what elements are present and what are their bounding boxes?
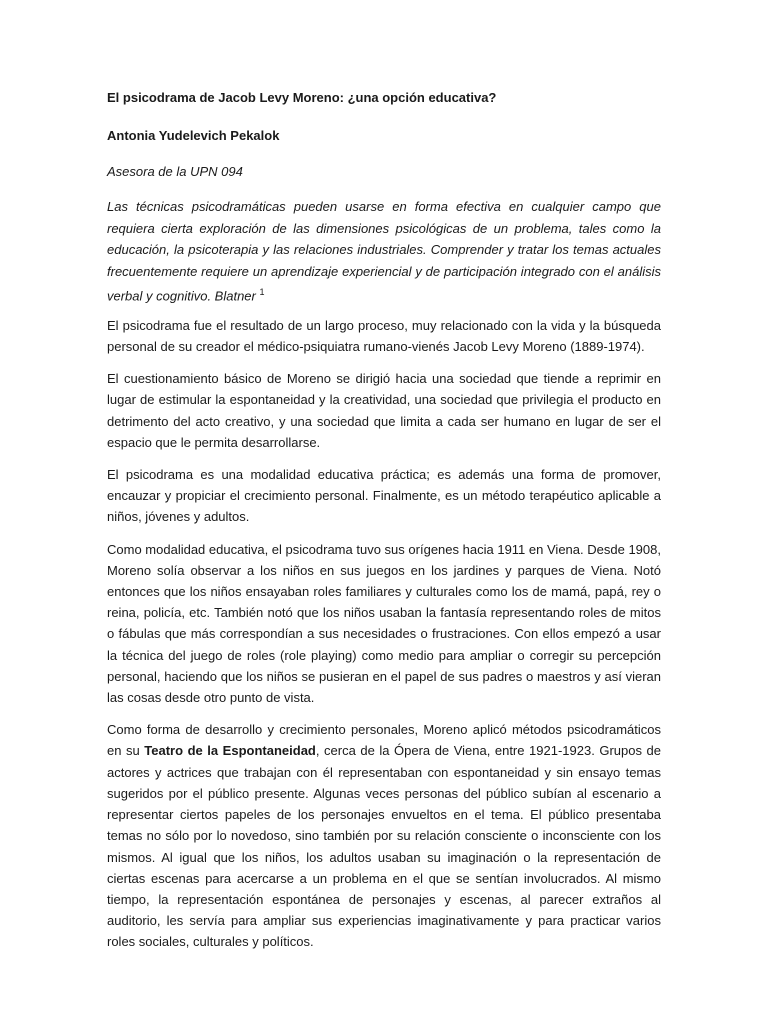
paragraph: Como modalidad educativa, el psicodrama tuvo sus orígenes hacia 1911 en Viena. Desde 1908, Moreno solía observar a los niños en sus juegos en los jardines y parques de Viena. Notó entonces que los niños ensayaban roles familiares y culturales como los de mamá, papá, rey o reina, policía, etc. También notó que los niños usaban la fantasía representando roles de mitos o fábulas que más correspondían a sus necesidades o frustraciones. Con ellos empezó a usar la técnica del juego de roles (role playing) como medio para ampliar o corregir su percepción personal, haciendo que los niños se pusieran en el papel de sus padres o maestros y así vieran las cosas desde otro punto de vista. [107, 541, 661, 706]
paragraph: El psicodrama fue el resultado de un largo proceso, muy relacionado con la vida y la búsqueda personal de su creador el médico-psiquiatra rumano-vienés Jacob Levy Moreno (1889-1974). [107, 317, 661, 355]
paragraph: El cuestionamiento básico de Moreno se dirigió hacia una sociedad que tiende a reprimir en lugar de estimular la espontaneidad y la creatividad, una sociedad que privilegia el producto en detrimento del acto creativo, y una sociedad que limita a cada ser humano en lugar de ser el espacio que le permita desarrollarse. [107, 371, 661, 450]
epigraph-text: Las técnicas psicodramáticas pueden usarse en forma efectiva en cualquier campo que requiera cierta exploración de las dimensiones psicológicas de un problema, tales como la educación, la psicoterapia y las relaciones industriales. Comprender y tratar los temas actuales frecuentemente requiere un aprendizaje experiencial y de participación integrado con el análisis verbal y cognitivo. Blatner [107, 199, 661, 304]
document-page [107, 88, 661, 964]
paragraph-text-after: , cerca de la Ópera de Viena, entre 1921-1923. Grupos de actores y actrices que trabajan con él representaban con espontaneidad y sin ensayo temas sugeridos por el público presente. Algunas veces personas del público subían al escenario a representar ciertos papeles de los personajes envueltos en el tema. El público presentaba temas no sólo por lo novedoso, sino también por su relación consciente o inconsciente con los mismos. Al igual que los niños, los adultos usaban su imaginación o la representación de ciertas escenas para acercarse a un problema en el que se sentían involucrados. Al mismo tiempo, la representación espontánea de personajes y escenas, al parecer extraños al auditorio, les servía para ampliar sus experiencias imaginativamente y para practicar varios roles sociales, culturales y políticos. [107, 743, 661, 950]
document-author: Antonia Yudelevich Pekalok [107, 128, 280, 143]
paragraph: El psicodrama es una modalidad educativa práctica; es además una forma de promover, encauzar y propiciar el crecimiento personal. Finalmente, es un método terapéutico aplicable a niños, jóvenes y adultos. [107, 467, 661, 525]
document-title: El psicodrama de Jacob Levy Moreno: ¿una opción educativa? [107, 90, 497, 105]
author-affiliation: Asesora de la UPN 094 [107, 164, 243, 179]
teatro-espontaneidad-emphasis: Teatro de la Espontaneidad [144, 743, 316, 759]
footnote-mark: 1 [259, 287, 265, 297]
paragraph-text-before: Como forma de desarrollo y crecimiento personales, Moreno aplicó métodos psicodramáticos en su [107, 722, 661, 759]
epigraph [107, 196, 661, 307]
paragraph-teatro [107, 719, 661, 952]
